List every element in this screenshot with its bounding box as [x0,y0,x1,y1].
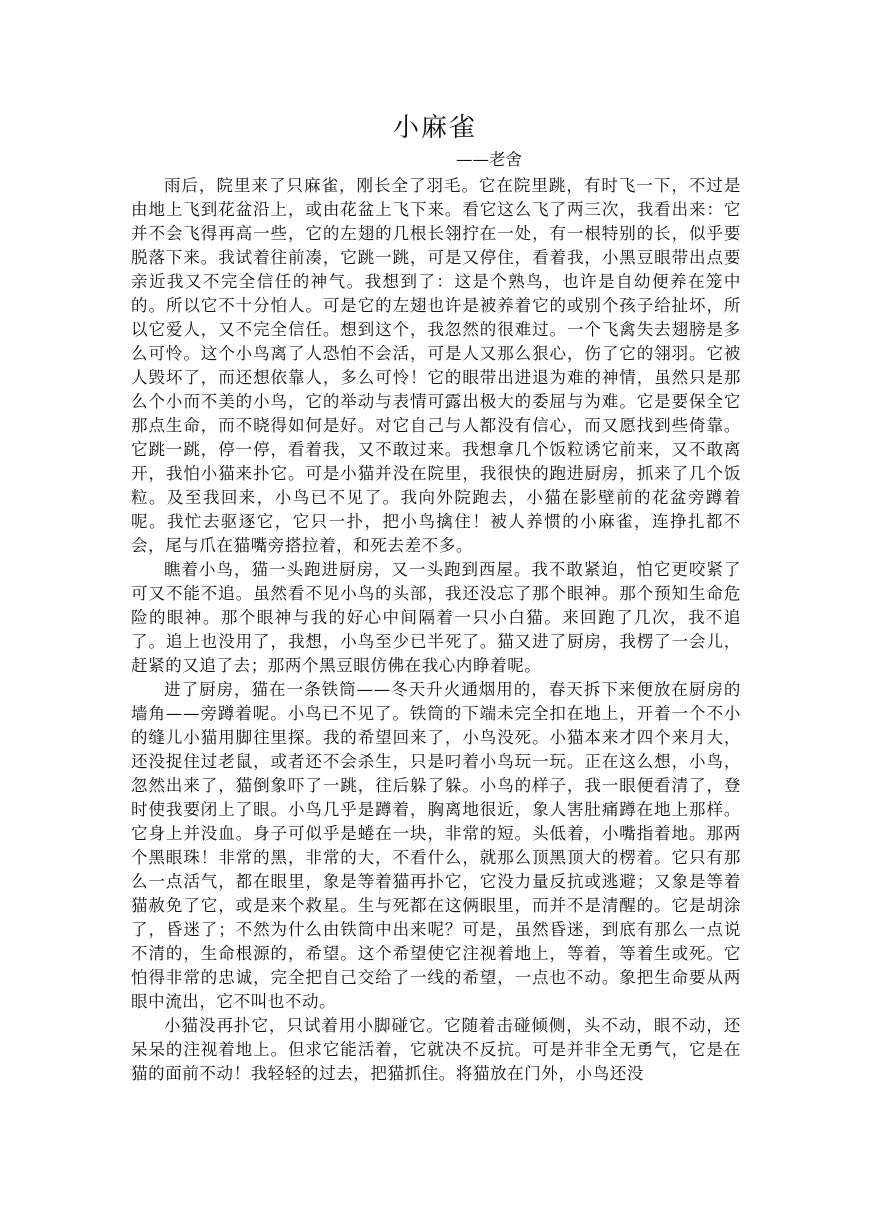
document-author: ——老舍 [456,150,522,169]
document-body [131,174,741,1086]
paragraph-1: 雨后，院里来了只麻雀，刚长全了羽毛。它在院里跳，有时飞一下，不过是由地上飞到花盆沿上，或由花盆上飞下来。看它这么飞了两三次，我看出来：它并不会飞得再高一些，它的左翅的几根长翎拧在一处，有一根特别的长，似乎要脱落下来。我试着往前凑，它跳一跳，可是又停住，看着我，小黑豆眼带出点要亲近我又不完全信任的神气。我想到了：这是个熟鸟，也许是自幼便养在笼中的。所以它不十分怕人。可是它的左翅也许是被养着它的或别个孩子给扯坏，所以它爱人，又不完全信任。想到这个，我忽然的很难过。一个飞禽失去翅膀是多么可怜。这个小鸟离了人恐怕不会活，可是人又那么狠心，伤了它的翎羽。它被人毁坏了，而还想依靠人，多么可怜！它的眼带出进退为难的神情，虽然只是那么个小而不美的小鸟，它的举动与表情可露出极大的委屈与为难。它是要保全它那点生命，而不晓得如何是好。对它自己与人都没有信心，而又愿找到些倚靠。它跳一跳，停一停，看着我，又不敢过来。我想拿几个饭粒诱它前来，又不敢离开，我怕小猫来扑它。可是小猫并没在院里，我很快的跑进厨房，抓来了几个饭粒。及至我回来，小鸟已不见了。我向外院跑去，小猫在影壁前的花盆旁蹲着呢。我忙去驱逐它，它只一扑，把小鸟擒住！被人养惯的小麻雀，连挣扎都不会，尾与爪在猫嘴旁搭拉着，和死去差不多。 [131,176,741,555]
paragraph-4: 小猫没再扑它，只试着用小脚碰它。它随着击碰倾侧，头不动，眼不动，还呆呆的注视着地上。但求它能活着，它就决不反抗。可是并非全无勇气，它是在猫的面前不动！我轻轻的过去，把猫抓住。将猫放在门外，小鸟还没 [131,1016,741,1083]
paragraph-2: 瞧着小鸟，猫一头跑进厨房，又一头跑到西屋。我不敢紧迫，怕它更咬紧了可又不能不追。虽然看不见小鸟的头部，我还没忘了那个眼神。那个预知生命危险的眼神。那个眼神与我的好心中间隔着一只小白猫。来回跑了几次，我不追了。追上也没用了，我想，小鸟至少已半死了。猫又进了厨房，我楞了一会儿，赶紧的又追了去；那两个黑豆眼仿佛在我心内睁着呢。 [131,560,741,675]
document-title: 小麻雀 [392,113,477,143]
paragraph-3: 进了厨房，猫在一条铁筒——冬天升火通烟用的，春天拆下来便放在厨房的墙角——旁蹲着呢。小鸟已不见了。铁筒的下端未完全扣在地上，开着一个不小的缝儿小猫用脚往里探。我的希望回来了，小鸟没死。小猫本来才四个来月大，还没捉住过老鼠，或者还不会杀生，只是叼着小鸟玩一玩。正在这么想，小鸟，忽然出来了，猫倒象吓了一跳，往后躲了躲。小鸟的样子，我一眼便看清了，登时使我要闭上了眼。小鸟几乎是蹲着，胸离地很近，象人害肚痛蹲在地上那样。它身上并没血。身子可似乎是蜷在一块，非常的短。头低着，小嘴指着地。那两个黑眼珠！非常的黑，非常的大，不看什么，就那么顶黑顶大的楞着。它只有那么一点活气，都在眼里，象是等着猫再扑它，它没力量反抗或逃避；又象是等着猫赦免了它，或是来个救星。生与死都在这俩眼里，而并不是清醒的。它是胡涂了，昏迷了；不然为什么由铁筒中出来呢？可是，虽然昏迷，到底有那么一点说不清的，生命根源的，希望。这个希望使它注视着地上，等着，等着生或死。它怕得非常的忠诚，完全把自己交给了一线的希望，一点也不动。象把生命要从两眼中流出，它不叫也不动。 [131,680,741,1011]
